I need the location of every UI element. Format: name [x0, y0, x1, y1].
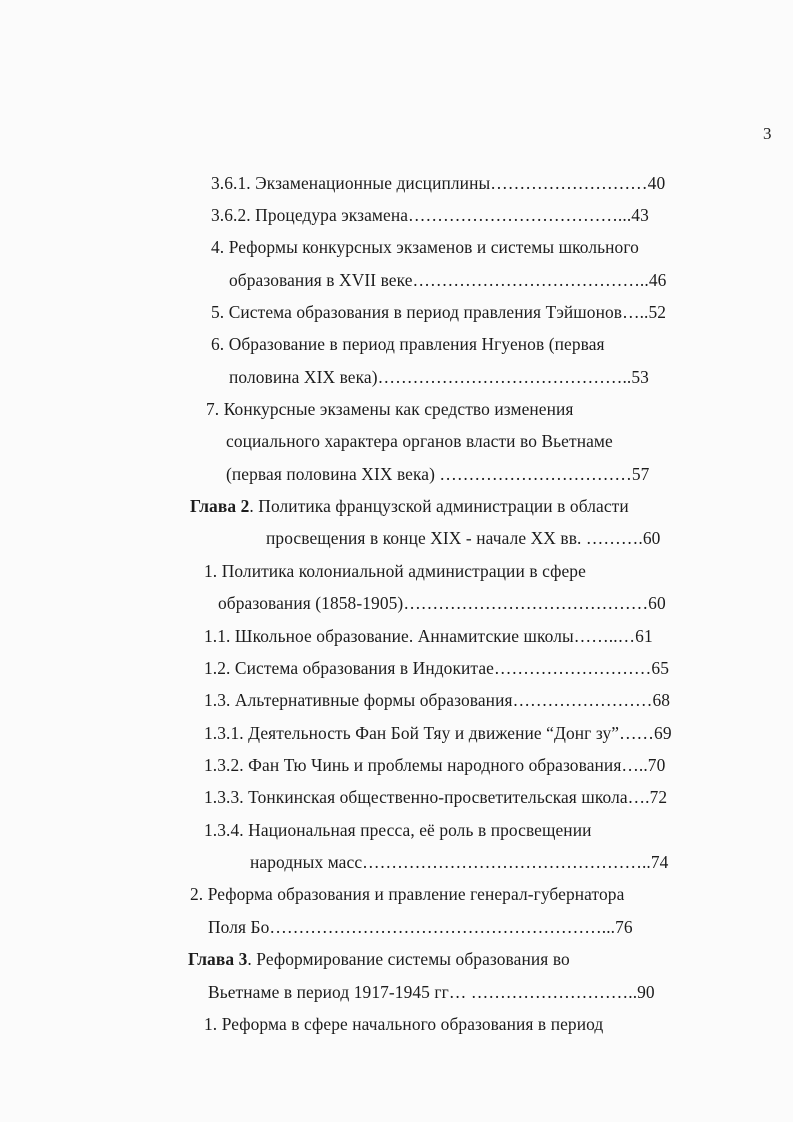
toc-entry: Поля Бо…………………………………………………...76 [208, 917, 633, 937]
toc-entry: (первая половина XIX века) ……………………………57 [226, 464, 650, 484]
chapter-heading [188, 949, 570, 969]
toc-entry: 3.6.1. Экзаменационные дисциплины………………………40 [211, 173, 666, 193]
chapter-heading [190, 496, 629, 516]
toc-entry: 1. Политика колониальной администрации в сфере [204, 561, 586, 581]
toc-entry: социального характера органов власти во Вьетнаме [226, 431, 613, 451]
toc-entry: половина XIX века)……………………………………..53 [229, 367, 649, 387]
toc-entry: образования (1858-1905)……………………………………60 [218, 593, 666, 613]
toc-entry: 1.3. Альтернативные формы образования……………………68 [204, 690, 671, 710]
chapter-title: . Политика французской администрации в области [249, 496, 629, 516]
toc-entry: 1.3.2. Фан Тю Чинь и проблемы народного образования…..70 [204, 755, 666, 775]
toc-entry: Вьетнаме в период 1917-1945 гг… ………………………..90 [208, 982, 655, 1002]
toc-entry: 5. Система образования в период правления Тэйшонов…..52 [211, 302, 667, 322]
chapter-label: Глава 3 [188, 949, 248, 969]
toc-entry: 1.2. Система образования в Индокитае………………………65 [204, 658, 669, 678]
toc-entry: образования в XVII веке…………………………………..46 [229, 270, 667, 290]
toc-entry: 1.1. Школьное образование. Аннамитские школы……..…61 [204, 626, 653, 646]
toc-entry: 7. Конкурсные экзамены как средство изменения [206, 399, 574, 419]
toc-entry: 3.6.2. Процедура экзамена………………………………...43 [211, 205, 649, 225]
toc-entry: 1.3.3. Тонкинская общественно-просветительская школа….72 [204, 787, 668, 807]
toc-entry: 1. Реформа в сфере начального образования в период [204, 1014, 604, 1034]
toc-entry: 1.3.4. Национальная пресса, её роль в просвещении [204, 820, 592, 840]
toc-entry: 6. Образование в период правления Нгуенов (первая [211, 334, 605, 354]
chapter-label: Глава 2 [190, 496, 250, 516]
toc-entry: 4. Реформы конкурсных экзаменов и системы школьного [211, 237, 639, 257]
toc-entry: просвещения в конце XIX - начале XX вв. ……….60 [266, 528, 661, 548]
chapter-title: . Реформирование системы образования во [247, 949, 570, 969]
toc-entry: 2. Реформа образования и правление генерал-губернатора [190, 884, 625, 904]
toc-entry: 1.3.1. Деятельность Фан Бой Тяу и движение “Донг зу”……69 [204, 723, 672, 743]
toc-entry: народных масс…………………………………………..74 [250, 852, 669, 872]
page-number: 3 [763, 124, 772, 143]
